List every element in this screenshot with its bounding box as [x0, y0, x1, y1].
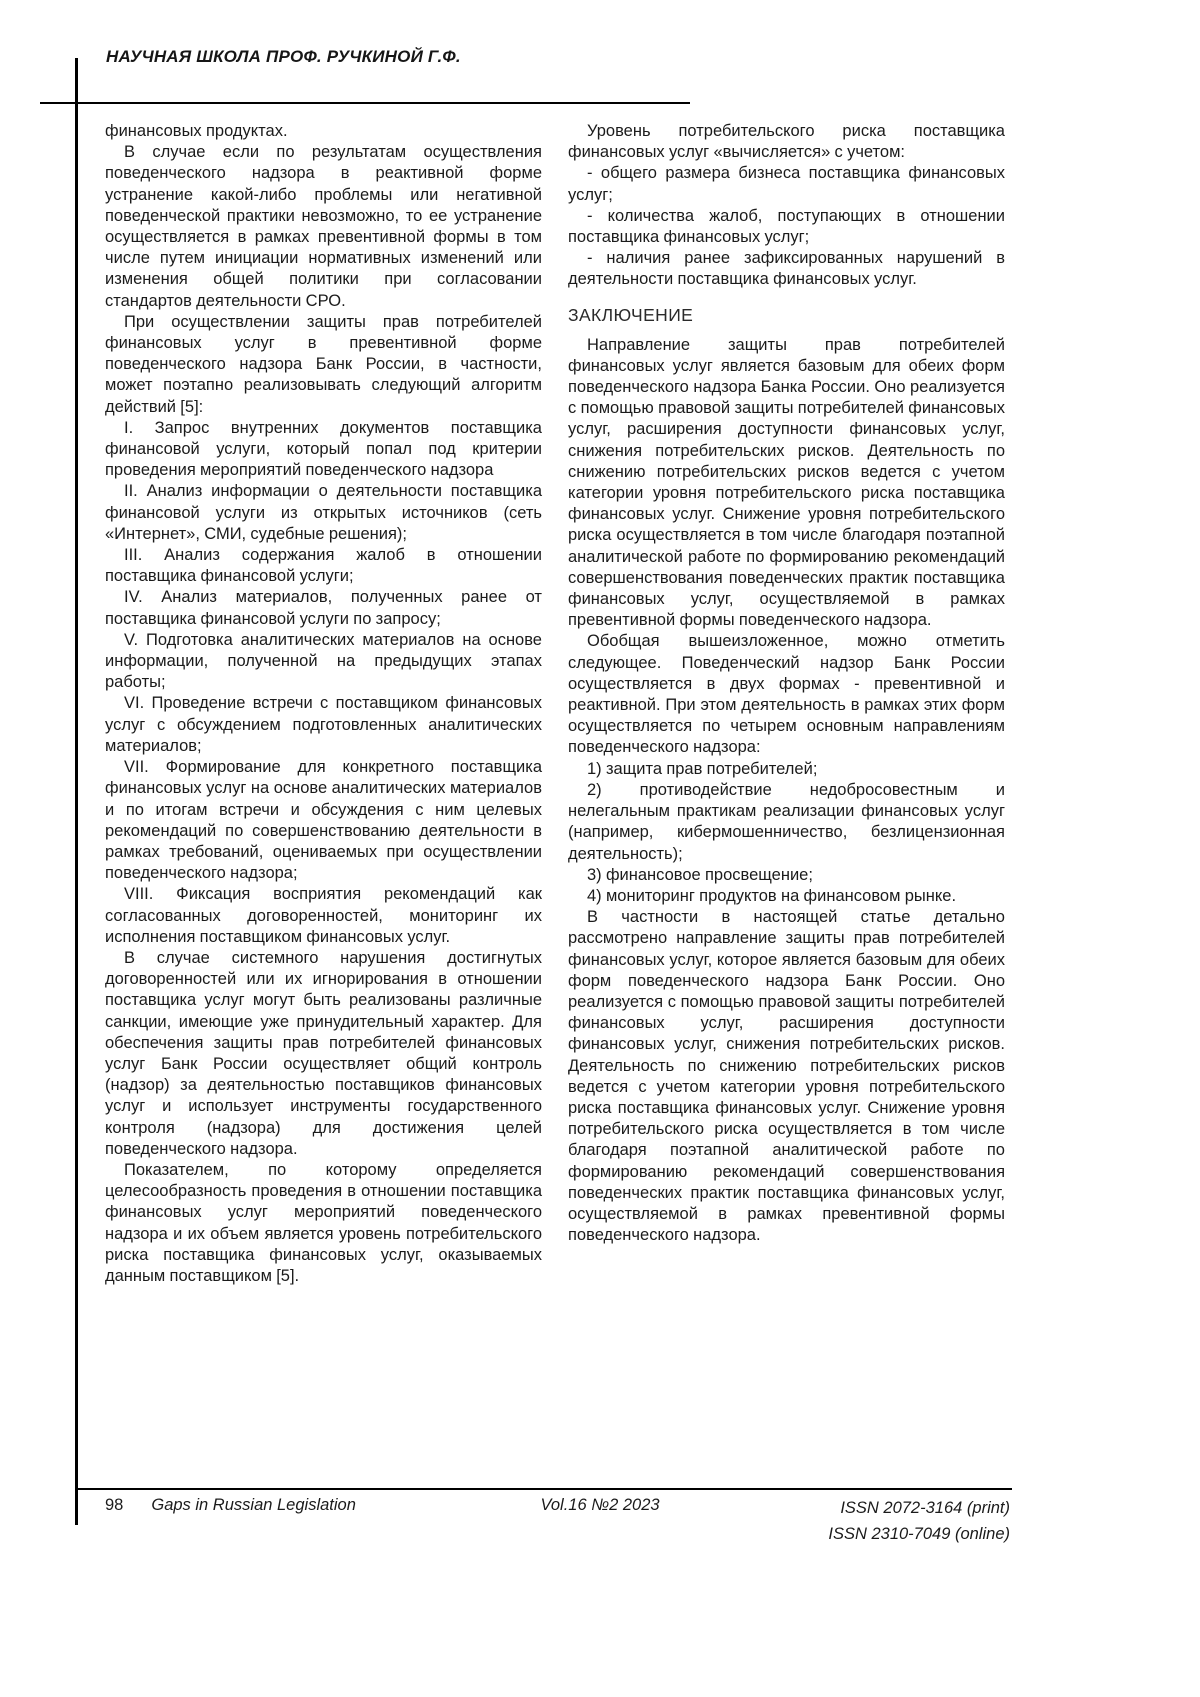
paragraph: I. Запрос внутренних документов поставщика финансовой услуги, который попал под критерии проведения мероприятий поведенческого надзора	[105, 418, 542, 480]
footer-divider	[75, 1488, 1012, 1490]
paragraph: В частности в настоящей статье детально рассмотрено направление защиты прав потребителей финансовых услуг, которое является базовым для обеих форм поведенческого надзора Банк России. Оно реализуется с помощью правовой защиты потребителей финансовых услуг, расширения доступности финансовых услуг, снижения потребительских рисков. Деятельность по снижению потребительских рисков ведется с учетом категории уровня потребительского риска поставщика финансовых услуг. Снижение уровня потребительского риска осуществляется в том числе благодаря поэтапной аналитической работе по формированию рекомендаций совершенствования поведенческих практик поставщика финансовых услуг, осуществляемой в рамках превентивной формы поведенческого надзора.	[568, 908, 1005, 1245]
paragraph: IV. Анализ материалов, полученных ранее от поставщика финансовой услуги по запросу;	[105, 588, 542, 628]
paragraph: 2) противодействие недобросовестным и нелегальным практикам реализации финансовых услуг (например, кибермошенничество, безлицензионная деятельность);	[568, 780, 1005, 863]
paragraph: Обобщая вышеизложенное, можно отметить следующее. Поведенческий надзор Банк России осуществляется в двух формах - превентивной и реактивной. При этом деятельность в рамках этих форм осуществляется по четырем основным направлениям поведенческого надзора:	[568, 632, 1005, 757]
paragraph: Показателем, по которому определяется целесообразность проведения в отношении поставщика финансовых услуг мероприятий поведенческого надзора и их объем является уровень потребительского риска поставщика финансовых услуг, оказываемых данным поставщиком [5].	[105, 1160, 542, 1285]
text-columns	[105, 121, 1005, 1287]
paragraph: 1) защита прав потребителей;	[587, 759, 818, 778]
paragraph: 4) мониторинг продуктов на финансовом рынке.	[587, 886, 957, 905]
paragraph: - общего размера бизнеса поставщика финансовых услуг;	[568, 164, 1005, 204]
paragraph: 3) финансовое просвещение;	[587, 865, 813, 884]
journal-title: Gaps in Russian Legislation	[151, 1496, 356, 1514]
volume-issue: Vol.16 №2 2023	[540, 1496, 660, 1514]
paragraph: - количества жалоб, поступающих в отношении поставщика финансовых услуг;	[568, 206, 1005, 247]
running-head: НАУЧНАЯ ШКОЛА ПРОФ. РУЧКИНОЙ Г.Ф.	[106, 47, 461, 66]
paragraph: При осуществлении защиты прав потребителей финансовых услуг в превентивной форме поведенческого надзора Банк России, в частности, может поэтапно реализовывать следующий алгоритм действий [5]:	[105, 312, 542, 416]
issn-print: ISSN 2072-3164 (print)	[840, 1499, 1010, 1517]
paragraph: Уровень потребительского риска поставщика финансовых услуг «вычисляется» с учетом:	[568, 122, 1005, 162]
paragraph: В случае системного нарушения достигнутых договоренностей или их игнорирования в отношении поставщика услуг могут быть реализованы различные санкции, имеющие уже принудительный характер. Для обеспечения защиты прав потребителей финансовых услуг Банк России осуществляет общий контроль (надзор) за деятельностью поставщиков финансовых услуг и использует инструменты государственного контроля (надзора) для достижения целей поведенческого надзора.	[105, 948, 542, 1158]
issn-online: ISSN 2310-7049 (online)	[828, 1524, 1010, 1543]
paragraph: VIII. Фиксация восприятия рекомендаций как согласованных договоренностей, мониторинг их исполнения поставщиком финансовых услуг.	[105, 885, 542, 946]
page-number: 98	[105, 1496, 124, 1514]
header-divider	[40, 102, 690, 104]
paragraph: - наличия ранее зафиксированных нарушений в деятельности поставщика финансовых услуг.	[568, 249, 1005, 289]
paragraph: Направление защиты прав потребителей финансовых услуг является базовым для обеих форм поведенческого надзора Банка России. Оно реализуется с помощью правовой защиты потребителей финансовых услуг, расширения доступности финансовых услуг, снижения потребительских рисков. Деятельность по снижению потребительских рисков ведется с учетом категории уровня потребительского риска поставщика финансовых услуг. Снижение уровня потребительского риска осуществляется в том числе благодаря поэтапной аналитической работе по формированию рекомендаций совершенствования поведенческих практик поставщика финансовых услуг, осуществляемой в рамках превентивной формы поведенческого надзора.	[568, 335, 1005, 630]
footer	[0, 1496, 1200, 1556]
paragraph: финансовых продуктах.	[105, 122, 288, 140]
paragraph: VI. Проведение встречи с поставщиком финансовых услуг с обсуждением подготовленных аналитических материалов;	[105, 694, 542, 755]
left-vertical-rule	[75, 58, 78, 1525]
paragraph: III. Анализ содержания жалоб в отношении поставщика финансовой услуги;	[105, 546, 542, 586]
paragraph: В случае если по результатам осуществления поведенческого надзора в реактивной форме устранение какой-либо проблемы или негативной поведенческой практики невозможно, то ее устранение осуществляется в рамках превентивной формы в том числе путем инициации нормативных изменений или изменения общей политики при согласовании стандартов деятельности СРО.	[105, 143, 542, 310]
section-heading: ЗАКЛЮЧЕНИЕ	[568, 304, 694, 325]
column-left	[105, 121, 542, 1287]
footer-left	[105, 1496, 356, 1515]
paragraph: V. Подготовка аналитических материалов на основе информации, полученной на предыдущих этапах работы;	[105, 630, 542, 692]
paragraph: II. Анализ информации о деятельности поставщика финансовой услуги из открытых источников (сеть «Интернет», СМИ, судебные решения);	[105, 482, 542, 543]
issn-block	[828, 1496, 1010, 1547]
paragraph: VII. Формирование для конкретного поставщика финансовых услуг на основе аналитических материалов и по итогам встречи и обсуждения с ним целевых рекомендаций по совершенствованию деятельности в рамках требований, оцениваемых при осуществлении поведенческого надзора;	[105, 758, 542, 883]
column-right	[568, 121, 1005, 1287]
